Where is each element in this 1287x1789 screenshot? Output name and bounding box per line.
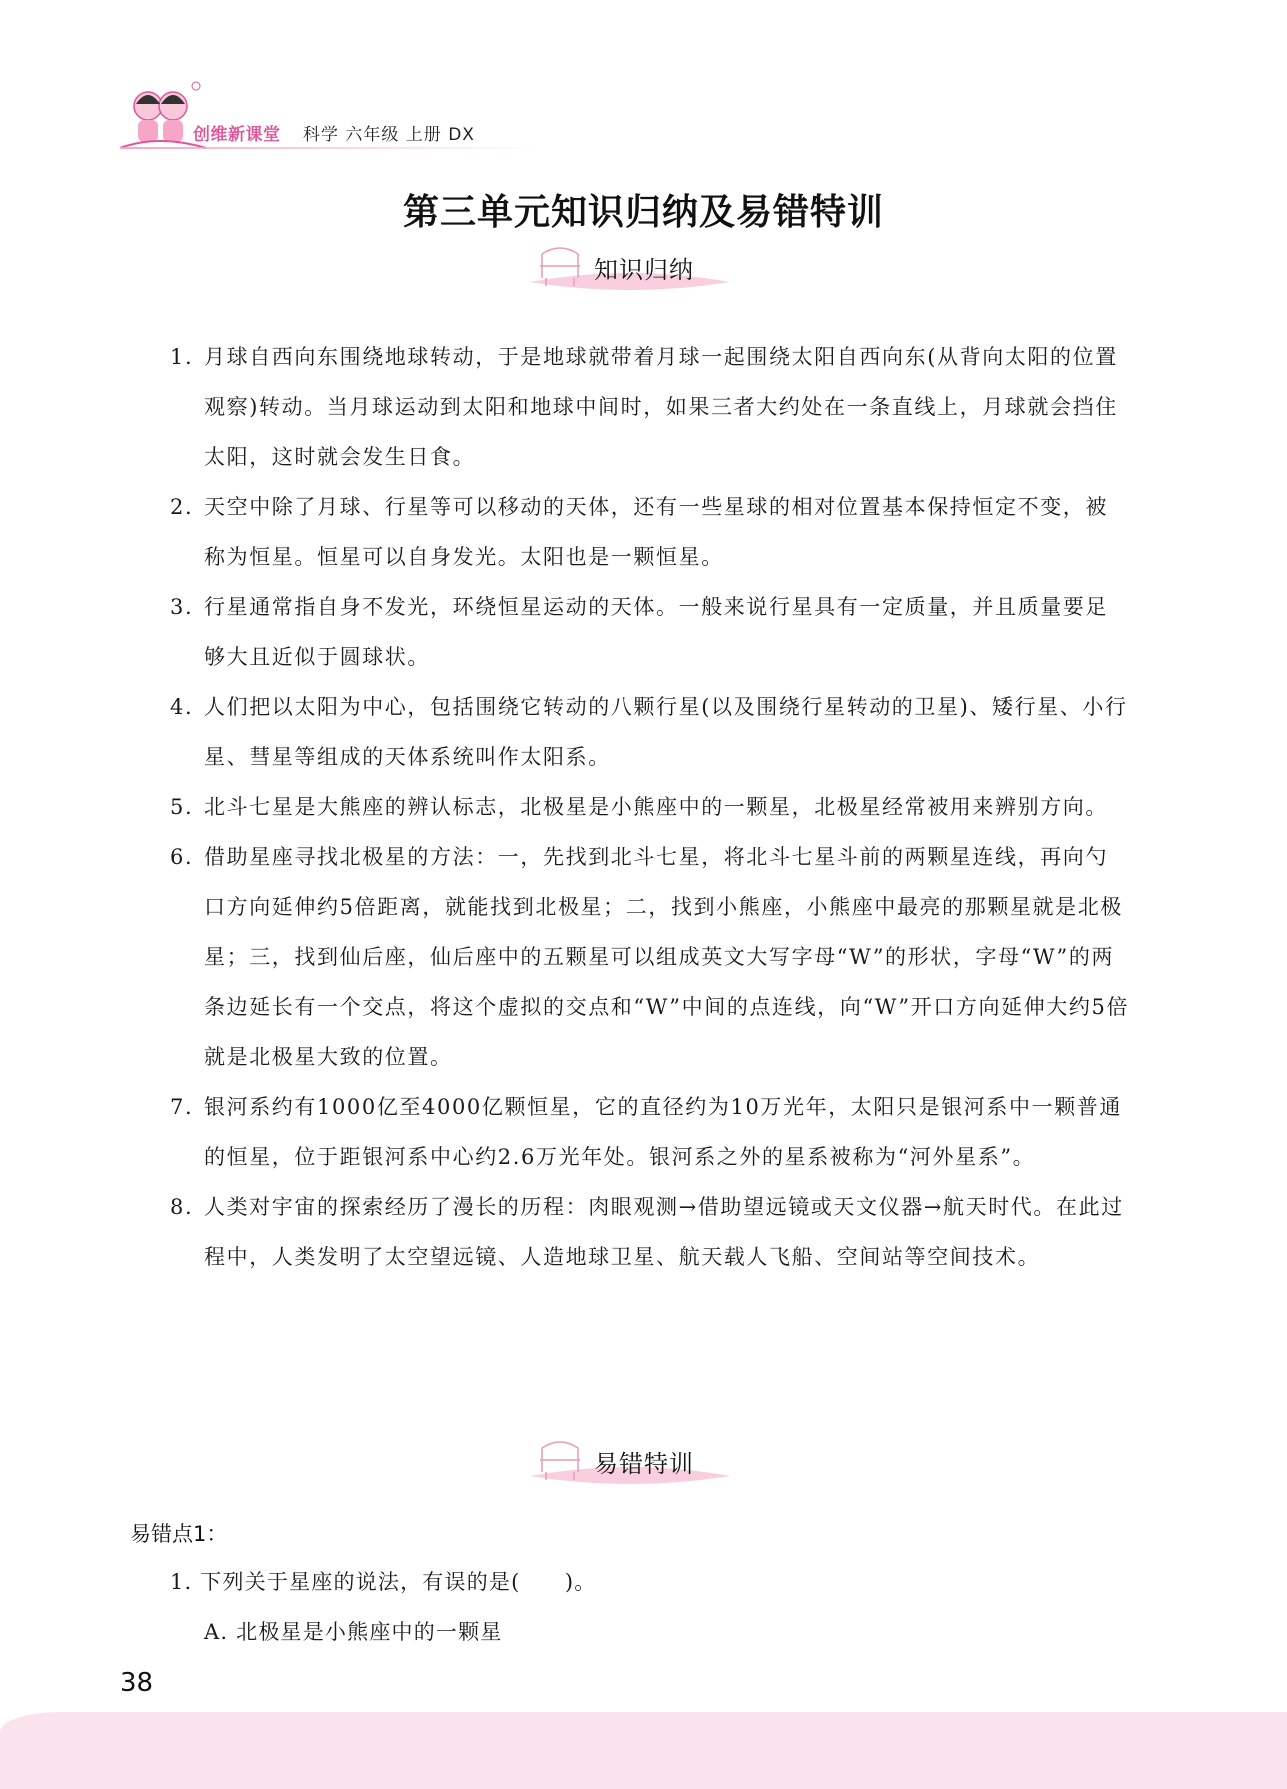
chair-doodle-icon: [530, 238, 590, 288]
item-text: 人们把以太阳为中心，包括围绕它转动的八颗行星(以及围绕行星转动的卫星)、矮行星、小行星、彗星等组成的天体系统叫作太阳系。: [204, 695, 1128, 769]
knowledge-list: [170, 332, 1130, 1282]
item-text: 北斗七星是大熊座的辨认标志，北极星是小熊座中的一颗星，北极星经常被用来辨别方向。: [204, 795, 1108, 819]
list-item: [170, 1182, 1130, 1282]
item-text: 行星通常指自身不发光，环绕恒星运动的天体。一般来说行星具有一定质量，并且质量要足够大且近似于圆球状。: [204, 595, 1108, 669]
item-text: 借助星座寻找北极星的方法：一，先找到北斗七星，将北斗七星斗前的两颗星连线，再向勺口方向延伸约5倍距离，就能找到北极星；二，找到小熊座，小熊座中最亮的那颗星就是北极星；三，找到仙后座，仙后座中的五颗星可以组成英文大写字母“W”的形状，字母“W”的两条边延长有一个交点，将这个虚拟的交点和“W”中间的点连线，向“W”开口方向延伸大约5倍就是北极星大致的位置。: [204, 845, 1130, 1069]
list-item: [170, 682, 1130, 782]
page-number: 38: [120, 1668, 154, 1698]
answer-option-a: A. 北极星是小熊座中的一颗星: [204, 1620, 503, 1644]
list-item: [170, 782, 1130, 832]
section-title: 易错特训: [594, 1450, 694, 1478]
brand-name: 创维新课堂: [193, 125, 281, 145]
item-number: 5.: [170, 795, 194, 819]
list-item: [170, 832, 1130, 1082]
list-item: [170, 1082, 1130, 1182]
item-number: 8.: [170, 1195, 194, 1219]
section-title: 知识归纳: [594, 256, 694, 284]
list-item: [170, 582, 1130, 682]
item-text: 月球自西向东围绕地球转动，于是地球就带着月球一起围绕太阳自西向东(从背向太阳的位置观察)转动。当月球运动到太阳和地球中间时，如果三者大约处在一条直线上，月球就会挡住太阳，这时就会发生日食。: [204, 345, 1118, 469]
page-title: 第三单元知识归纳及易错特训: [402, 192, 884, 233]
section-heading-practice: [530, 1432, 730, 1492]
book-subject: 科学 六年级 上册 DX: [303, 125, 475, 145]
footer-band: [0, 1712, 1287, 1789]
item-number: 7.: [170, 1095, 194, 1119]
list-item: [170, 482, 1130, 582]
item-text: 银河系约有1000亿至4000亿颗恒星，它的直径约为10万光年，太阳只是银河系中一颗普通的恒星，位于距银河系中心约2.6万光年处。银河系之外的星系被称为“河外星系”。: [204, 1095, 1123, 1169]
mascot-logo-icon: [118, 78, 208, 158]
item-text: 人类对宇宙的探索经历了漫长的历程：肉眼观测→借助望远镜或天文仪器→航天时代。在此过程中，人类发明了太空望远镜、人造地球卫星、航天载人飞船、空间站等空间技术。: [204, 1195, 1124, 1269]
question-text: 1. 下列关于星座的说法，有误的是( )。: [170, 1570, 597, 1594]
item-number: 1.: [170, 345, 194, 369]
item-number: 3.: [170, 595, 194, 619]
item-text: 天空中除了月球、行星等可以移动的天体，还有一些星球的相对位置基本保持恒定不变，被称为恒星。恒星可以自身发光。太阳也是一颗恒星。: [204, 495, 1108, 569]
item-number: 4.: [170, 695, 194, 719]
item-number: 6.: [170, 845, 194, 869]
header-divider: [120, 147, 540, 149]
chair-doodle-icon: [530, 1432, 590, 1482]
error-point-label: 易错点1：: [130, 1522, 228, 1546]
item-number: 2.: [170, 495, 194, 519]
page-header: [118, 78, 538, 158]
list-item: [170, 332, 1130, 482]
section-heading-summary: [530, 238, 730, 298]
